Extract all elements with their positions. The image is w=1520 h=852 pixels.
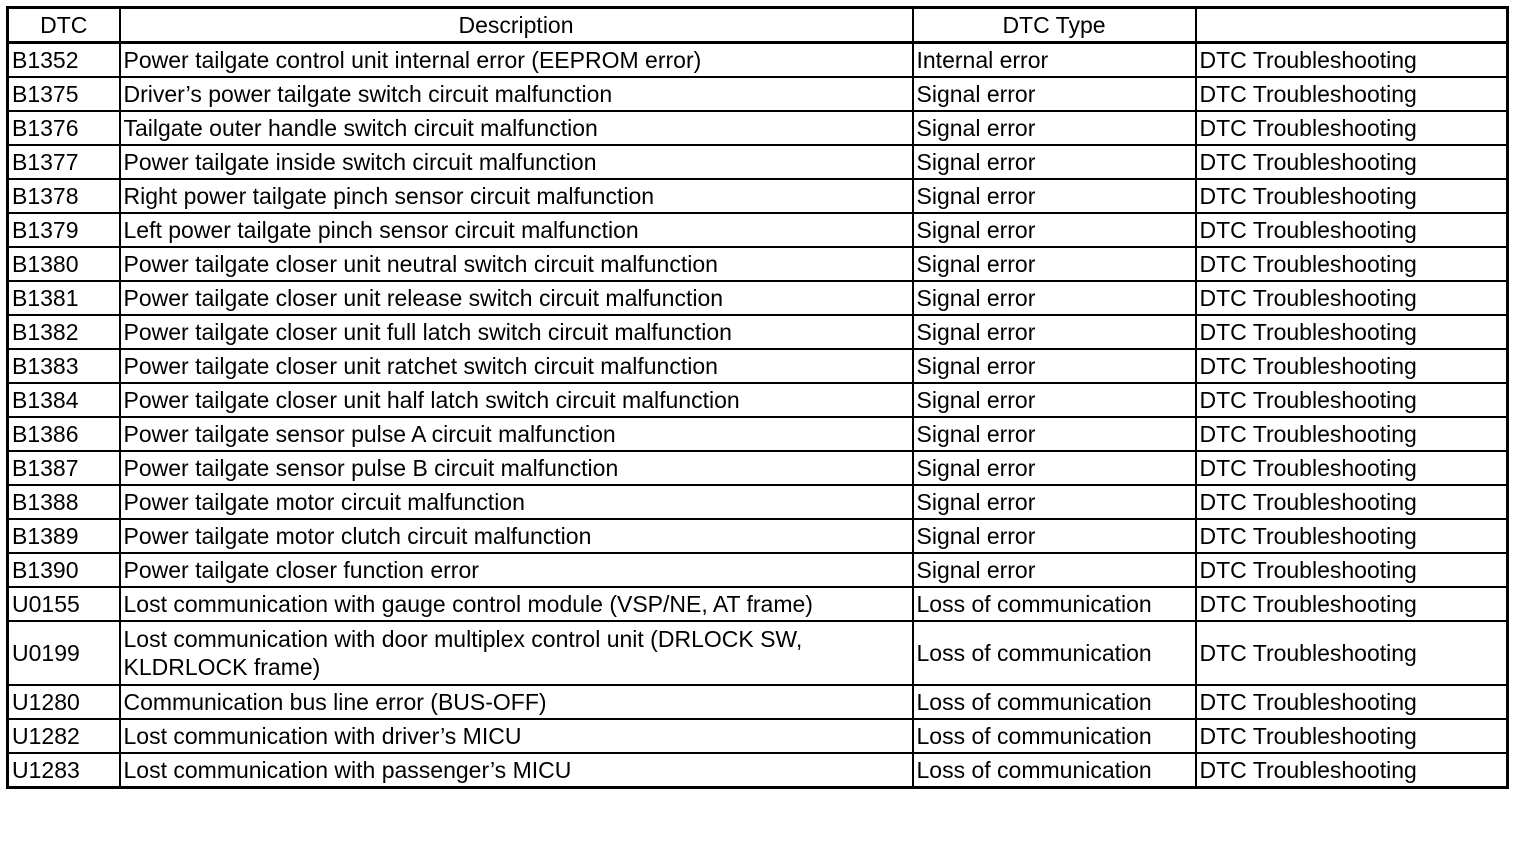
troubleshooting-link[interactable]: DTC Troubleshooting: [1196, 685, 1508, 719]
description-cell: Power tailgate motor circuit malfunction: [120, 485, 913, 519]
dtc-type-cell: Signal error: [913, 179, 1196, 213]
description-cell: Power tailgate closer unit half latch switch circuit malfunction: [120, 383, 913, 417]
table-row: [8, 485, 1508, 519]
dtc-code-cell: B1379: [8, 213, 120, 247]
table-row: [8, 315, 1508, 349]
troubleshooting-link[interactable]: DTC Troubleshooting: [1196, 349, 1508, 383]
table-row: [8, 451, 1508, 485]
dtc-code-cell: B1389: [8, 519, 120, 553]
description-cell: Power tailgate sensor pulse B circuit malfunction: [120, 451, 913, 485]
dtc-type-cell: Signal error: [913, 485, 1196, 519]
table-row: [8, 417, 1508, 451]
table-row: [8, 685, 1508, 719]
dtc-type-cell: Loss of communication: [913, 685, 1196, 719]
table-header-row: [8, 8, 1508, 43]
description-cell: Power tailgate sensor pulse A circuit malfunction: [120, 417, 913, 451]
dtc-type-cell: Signal error: [913, 77, 1196, 111]
dtc-code-cell: B1384: [8, 383, 120, 417]
troubleshooting-link[interactable]: DTC Troubleshooting: [1196, 111, 1508, 145]
troubleshooting-link[interactable]: DTC Troubleshooting: [1196, 315, 1508, 349]
description-cell: Power tailgate inside switch circuit malfunction: [120, 145, 913, 179]
troubleshooting-link[interactable]: DTC Troubleshooting: [1196, 213, 1508, 247]
table-row: [8, 719, 1508, 753]
troubleshooting-link[interactable]: DTC Troubleshooting: [1196, 719, 1508, 753]
dtc-type-cell: Signal error: [913, 451, 1196, 485]
table-row: [8, 621, 1508, 685]
table-row: [8, 247, 1508, 281]
dtc-type-cell: Loss of communication: [913, 753, 1196, 788]
dtc-code-cell: B1381: [8, 281, 120, 315]
description-cell: Right power tailgate pinch sensor circuit malfunction: [120, 179, 913, 213]
table-row: [8, 179, 1508, 213]
troubleshooting-link[interactable]: DTC Troubleshooting: [1196, 587, 1508, 621]
dtc-type-cell: Signal error: [913, 417, 1196, 451]
troubleshooting-link[interactable]: DTC Troubleshooting: [1196, 553, 1508, 587]
description-cell: Left power tailgate pinch sensor circuit malfunction: [120, 213, 913, 247]
dtc-type-cell: Signal error: [913, 553, 1196, 587]
description-cell: Lost communication with passenger’s MICU: [120, 753, 913, 788]
troubleshooting-link[interactable]: DTC Troubleshooting: [1196, 145, 1508, 179]
troubleshooting-link[interactable]: DTC Troubleshooting: [1196, 247, 1508, 281]
dtc-type-cell: Internal error: [913, 43, 1196, 78]
table-row: [8, 213, 1508, 247]
table-body: [8, 43, 1508, 788]
dtc-code-cell: B1352: [8, 43, 120, 78]
dtc-code-cell: B1380: [8, 247, 120, 281]
dtc-type-cell: Signal error: [913, 145, 1196, 179]
dtc-code-cell: B1377: [8, 145, 120, 179]
dtc-type-cell: Loss of communication: [913, 587, 1196, 621]
troubleshooting-link[interactable]: DTC Troubleshooting: [1196, 179, 1508, 213]
troubleshooting-link[interactable]: DTC Troubleshooting: [1196, 621, 1508, 685]
dtc-sheet: [6, 6, 1506, 789]
dtc-code-cell: U0199: [8, 621, 120, 685]
dtc-code-cell: U1280: [8, 685, 120, 719]
description-cell: Driver’s power tailgate switch circuit malfunction: [120, 77, 913, 111]
dtc-type-cell: Signal error: [913, 383, 1196, 417]
dtc-type-cell: Signal error: [913, 519, 1196, 553]
table-row: [8, 587, 1508, 621]
table-row: [8, 383, 1508, 417]
dtc-code-cell: B1386: [8, 417, 120, 451]
troubleshooting-link[interactable]: DTC Troubleshooting: [1196, 281, 1508, 315]
troubleshooting-link[interactable]: DTC Troubleshooting: [1196, 77, 1508, 111]
dtc-type-cell: Loss of communication: [913, 621, 1196, 685]
description-cell: Power tailgate closer unit full latch switch circuit malfunction: [120, 315, 913, 349]
dtc-table: [6, 6, 1509, 789]
dtc-type-cell: Signal error: [913, 213, 1196, 247]
dtc-code-cell: U0155: [8, 587, 120, 621]
dtc-type-cell: Signal error: [913, 247, 1196, 281]
description-cell: Tailgate outer handle switch circuit malfunction: [120, 111, 913, 145]
description-cell: Lost communication with driver’s MICU: [120, 719, 913, 753]
description-cell: Power tailgate closer unit release switch circuit malfunction: [120, 281, 913, 315]
troubleshooting-link[interactable]: DTC Troubleshooting: [1196, 485, 1508, 519]
description-cell: Communication bus line error (BUS-OFF): [120, 685, 913, 719]
dtc-type-cell: Signal error: [913, 111, 1196, 145]
column-header-dtc-type: DTC Type: [913, 8, 1196, 43]
description-cell: Power tailgate closer unit neutral switch circuit malfunction: [120, 247, 913, 281]
troubleshooting-link[interactable]: DTC Troubleshooting: [1196, 519, 1508, 553]
table-row: [8, 349, 1508, 383]
column-header-description: Description: [120, 8, 913, 43]
table-row: [8, 753, 1508, 788]
table-row: [8, 77, 1508, 111]
dtc-code-cell: B1375: [8, 77, 120, 111]
dtc-code-cell: B1382: [8, 315, 120, 349]
table-row: [8, 43, 1508, 78]
dtc-code-cell: B1376: [8, 111, 120, 145]
column-header-dtc: DTC: [8, 8, 120, 43]
troubleshooting-link[interactable]: DTC Troubleshooting: [1196, 383, 1508, 417]
troubleshooting-link[interactable]: DTC Troubleshooting: [1196, 43, 1508, 78]
dtc-code-cell: B1383: [8, 349, 120, 383]
dtc-type-cell: Signal error: [913, 315, 1196, 349]
description-cell: Power tailgate motor clutch circuit malfunction: [120, 519, 913, 553]
table-row: [8, 281, 1508, 315]
table-row: [8, 145, 1508, 179]
dtc-code-cell: B1390: [8, 553, 120, 587]
description-cell: Lost communication with gauge control module (VSP/NE, AT frame): [120, 587, 913, 621]
troubleshooting-link[interactable]: DTC Troubleshooting: [1196, 451, 1508, 485]
description-cell: Lost communication with door multiplex control unit (DRLOCK SW, KLDRLOCK frame): [120, 621, 913, 685]
dtc-code-cell: B1387: [8, 451, 120, 485]
dtc-code-cell: U1282: [8, 719, 120, 753]
description-cell: Power tailgate closer function error: [120, 553, 913, 587]
troubleshooting-link[interactable]: DTC Troubleshooting: [1196, 753, 1508, 788]
table-row: [8, 553, 1508, 587]
description-cell: Power tailgate closer unit ratchet switch circuit malfunction: [120, 349, 913, 383]
dtc-code-cell: B1388: [8, 485, 120, 519]
table-row: [8, 519, 1508, 553]
dtc-type-cell: Loss of communication: [913, 719, 1196, 753]
troubleshooting-link[interactable]: DTC Troubleshooting: [1196, 417, 1508, 451]
dtc-code-cell: B1378: [8, 179, 120, 213]
dtc-type-cell: Signal error: [913, 349, 1196, 383]
column-header-action: [1196, 8, 1508, 43]
table-row: [8, 111, 1508, 145]
dtc-code-cell: U1283: [8, 753, 120, 788]
dtc-type-cell: Signal error: [913, 281, 1196, 315]
description-cell: Power tailgate control unit internal error (EEPROM error): [120, 43, 913, 78]
